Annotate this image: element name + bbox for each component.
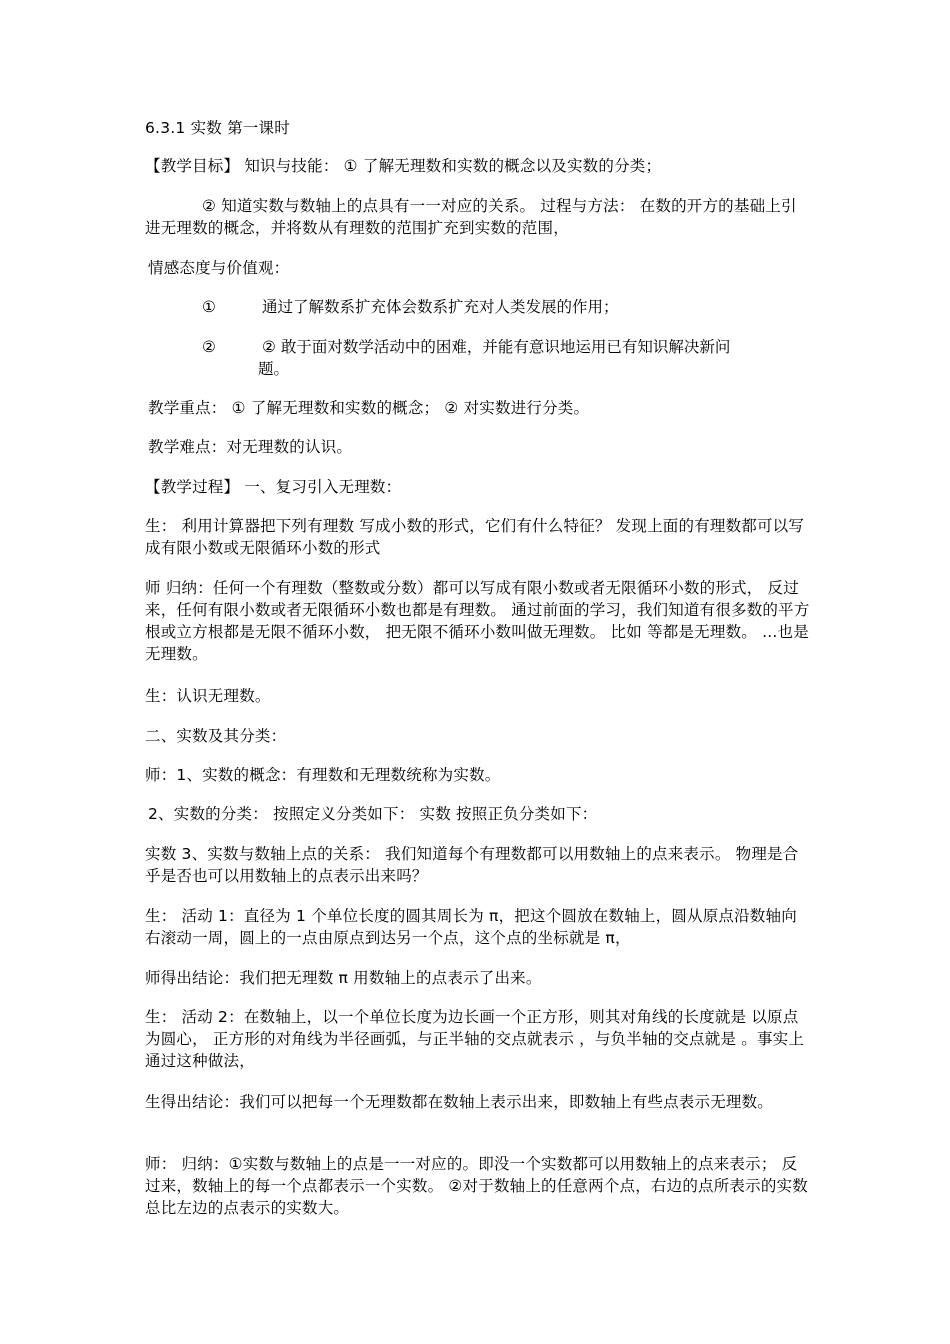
goal-item-1-text: 通过了解数系扩充体会数系扩充对人类发展的作用； — [262, 298, 619, 316]
teaching-goals-continued: ② 知道实数与数轴上的点具有一一对应的关系。 过程与方法： 在数的开方的基础上引进无理数的概念，并将数从有理数的范围扩充到实数的范围， — [145, 197, 797, 237]
teacher-paragraph-2: 师：1、实数的概念：有理数和无理数统称为实数。 — [145, 766, 501, 784]
classification-paragraph: 2、实数的分类： 按照定义分类如下： 实数 按照正负分类如下： — [148, 805, 598, 823]
goal-item-2-text: ② 敢于面对数学活动中的困难，并能有意识地运用已有知识解决新问 — [262, 338, 731, 356]
difficulty: 教学难点：对无理数的认识。 — [148, 438, 353, 456]
summary-paragraph: 师： 归纳：①实数与数轴上的点是一一对应的。即没一个实数都可以用数轴上的点来表示； 反过来，数轴上的每一个点都表示一个实数。 ②对于数轴上的任意两个点，右边的点所表示的实数总比左边的点表示的实数大。 — [145, 1155, 808, 1217]
goal-item-2 — [202, 336, 810, 380]
lesson-title: 6.3.1 实数 第一课时 — [145, 119, 290, 137]
goal-item-1-number: ① — [202, 298, 216, 316]
section-2-heading: 二、实数及其分类： — [145, 727, 287, 745]
student-paragraph-2: 生：认识无理数。 — [145, 687, 271, 705]
teacher-paragraph-1: 师 归纳：任何一个有理数（整数或分数）都可以写成有限小数或者无限循环小数的形式， 反过来，任何有限小数或者无限循环小数也都是有理数。 通过前面的学习，我们知道有很多数的平方根或立方根都是无限不循环小数， 把无限不循环小数叫做无理数。 比如 等都是无理数。 ...也是无理数。 — [145, 579, 810, 663]
student-paragraph-1: 生： 利用计算器把下列有理数 写成小数的形式，它们有什么特征？ 发现上面的有理数都可以写成有限小数或无限循环小数的形式 — [145, 517, 805, 557]
key-points: 教学重点： ① 了解无理数和实数的概念； ② 对实数进行分类。 — [148, 399, 590, 417]
relation-paragraph: 实数 3、实数与数轴上点的关系： 我们知道每个有理数都可以用数轴上的点来表示。 物理是合乎是否也可以用数轴上的点表示出来吗？ — [145, 845, 799, 885]
conclusion-2-paragraph: 生得出结论：我们可以把每一个无理数都在数轴上表示出来，即数轴上有些点表示无理数。 — [145, 1093, 774, 1111]
activity-1-paragraph: 生： 活动 1：直径为 1 个单位长度的圆其周长为 π，把这个圆放在数轴上，圆从原点沿数轴向右滚动一周，圆上的一点由原点到达另一个点，这个点的坐标就是 π， — [145, 907, 797, 947]
goal-item-2-text-continued: 题。 — [258, 360, 290, 378]
goal-item-2-number: ② — [202, 338, 216, 356]
attitude-heading: 情感态度与价值观： — [148, 259, 290, 277]
activity-2-paragraph: 生： 活动 2：在数轴上，以一个单位长度为边长画一个正方形，则其对角线的长度就是 以原点为圆心， 正方形的对角线为半径画弧，与正半轴的交点就表示 ，与负半轴的交点就是 。事实上通过这种做法， — [145, 1008, 805, 1070]
teaching-goals: 【教学目标】 知识与技能： ① 了解无理数和实数的概念以及实数的分类； — [145, 157, 662, 175]
process-heading: 【教学过程】 一、复习引入无理数： — [145, 478, 402, 496]
conclusion-1-paragraph: 师得出结论：我们把无理数 π 用数轴上的点表示了出来。 — [145, 969, 542, 987]
